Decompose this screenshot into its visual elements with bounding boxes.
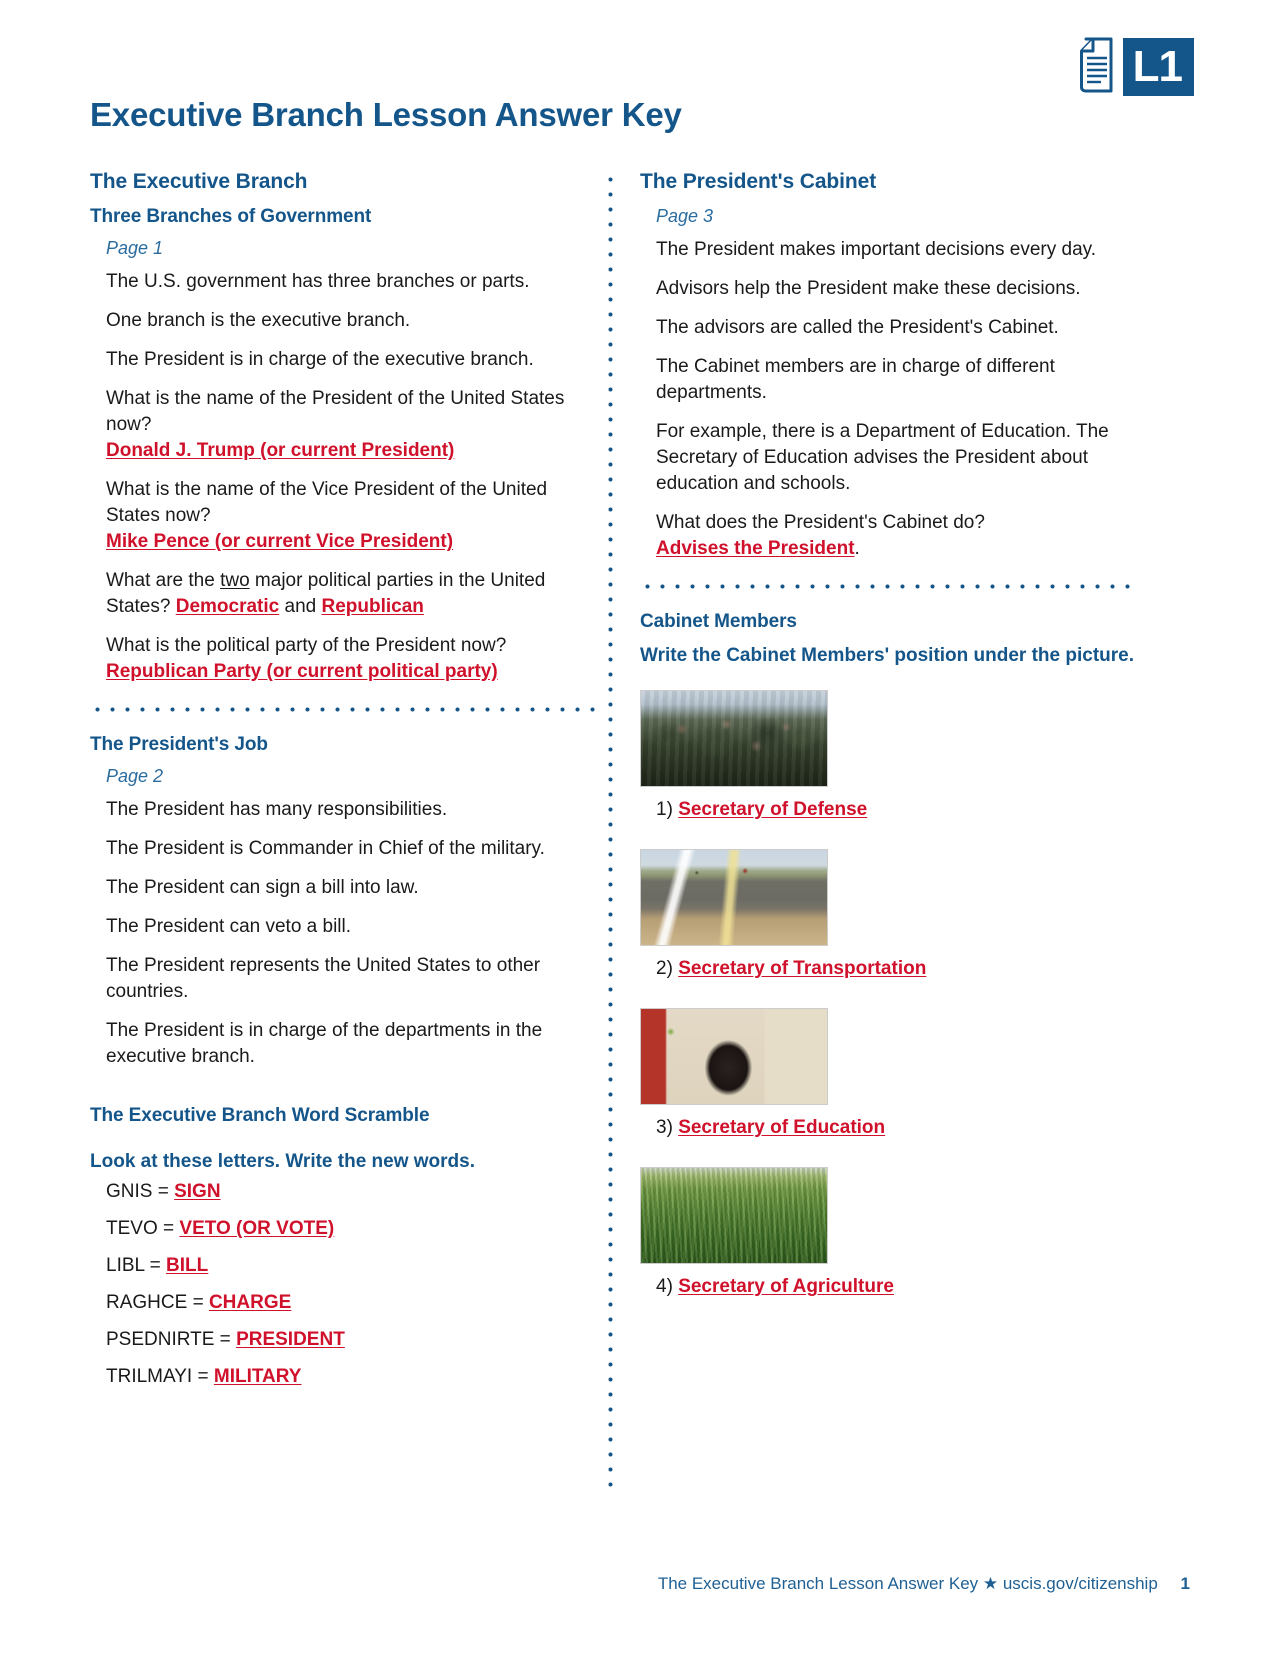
scramble-item [106, 1179, 590, 1205]
paragraph: The Cabinet members are in charge of different departments. [656, 356, 1055, 403]
scramble-letters: LIBL = [106, 1255, 167, 1276]
paragraph: The advisors are called the President's Cabinet. [656, 317, 1059, 338]
scramble-answer: CHARGE [208, 1292, 292, 1313]
cabinet-instruction: Write the Cabinet Members' position under the picture. [640, 645, 1134, 666]
footer-page-number: 1 [1180, 1574, 1190, 1593]
cabinet-answer-defense: Secretary of Defense [678, 799, 868, 820]
cabinet-caption [656, 1115, 1140, 1141]
cabinet-item [640, 1167, 1140, 1300]
scramble-answer: VETO (OR VOTE) [179, 1218, 335, 1239]
answer-party-democratic: Democratic [175, 596, 280, 617]
heading-presidents-job: The President's Job [90, 734, 268, 755]
military-oath-photo [640, 690, 828, 787]
scramble-instruction: Look at these letters. Write the new words. [90, 1151, 476, 1172]
cabinet-answer-agriculture: Secretary of Agriculture [678, 1276, 894, 1297]
right-section-title: The President's Cabinet [640, 170, 877, 193]
scramble-letters: TRILMAYI = [106, 1366, 214, 1387]
scramble-letters: RAGHCE = [106, 1292, 209, 1313]
scramble-answer: BILL [166, 1255, 209, 1276]
paragraph: The President makes important decisions every day. [656, 239, 1097, 260]
question-text-mid: major political parties in the United States? [106, 570, 546, 617]
scramble-letters: PSEDNIRTE = [106, 1329, 237, 1350]
cabinet-caption [656, 1274, 1140, 1300]
paragraph: The President can sign a bill into law. [106, 877, 419, 898]
paragraph: The President can veto a bill. [106, 916, 352, 937]
cabinet-item [640, 690, 1140, 823]
horizontal-divider [640, 584, 1140, 589]
scramble-item [106, 1290, 590, 1316]
horizontal-divider [90, 707, 600, 712]
desert-highway-photo [640, 849, 828, 946]
cabinet-answer-transportation: Secretary of Transportation [678, 958, 927, 979]
answer-president-name: Donald J. Trump (or current President) [106, 440, 455, 461]
question-emphasis-two: two [220, 570, 250, 591]
column-divider [608, 172, 613, 1497]
paragraph: The President is in charge of the departments in the executive branch. [106, 1020, 543, 1067]
paragraph: The President represents the United States to other countries. [106, 955, 541, 1002]
scramble-answer: MILITARY [213, 1366, 302, 1387]
question-text: What is the political party of the President now? [106, 635, 507, 656]
paragraph: One branch is the executive branch. [106, 310, 411, 331]
heading-word-scramble: The Executive Branch Word Scramble [90, 1105, 430, 1126]
question-president-name [106, 386, 590, 464]
scramble-item [106, 1327, 590, 1353]
question-political-parties [106, 568, 590, 620]
cabinet-caption [656, 956, 1140, 982]
cornfield-photo [640, 1167, 828, 1264]
cabinet-item-number: 3) [656, 1117, 673, 1138]
paragraph: The U.S. government has three branches or parts. [106, 271, 530, 292]
scramble-answer: PRESIDENT [236, 1329, 345, 1350]
level-label: L1 [1123, 38, 1194, 96]
scramble-item [106, 1216, 590, 1242]
cabinet-item-number: 1) [656, 799, 673, 820]
cabinet-item [640, 1008, 1140, 1141]
left-column [90, 170, 590, 1401]
heading-three-branches: Three Branches of Government [90, 206, 372, 227]
scramble-answer: SIGN [174, 1181, 221, 1202]
cabinet-item-number: 4) [656, 1276, 673, 1297]
question-text-pre: What are the [106, 570, 221, 591]
question-text: What does the President's Cabinet do? [656, 512, 985, 533]
scramble-item [106, 1253, 590, 1279]
heading-cabinet-members: Cabinet Members [640, 611, 797, 632]
paragraph: The President is in charge of the executive branch. [106, 349, 534, 370]
cabinet-item-number: 2) [656, 958, 673, 979]
question-president-party [106, 633, 590, 685]
page-footer [0, 1574, 1280, 1594]
scramble-item [106, 1364, 590, 1390]
paragraph: Advisors help the President make these decisions. [656, 278, 1081, 299]
scramble-letters: GNIS = [106, 1181, 175, 1202]
left-section-title: The Executive Branch [90, 170, 308, 193]
answer-vice-president-name: Mike Pence (or current Vice President) [106, 531, 454, 552]
answer-period: . [854, 538, 860, 559]
footer-text: The Executive Branch Lesson Answer Key ★ uscis.gov/citizenship [657, 1574, 1158, 1593]
scramble-letters: TEVO = [106, 1218, 180, 1239]
document-icon [1073, 36, 1123, 99]
page-label-3: Page 3 [656, 206, 714, 226]
level-badge [1073, 36, 1194, 98]
answer-party-republican: Republican [321, 596, 424, 617]
cabinet-answer-education: Secretary of Education [678, 1117, 886, 1138]
answer-cabinet-role: Advises the President [656, 538, 855, 559]
page-label-2: Page 2 [106, 766, 164, 786]
cabinet-item [640, 849, 1140, 982]
child-in-classroom-photo [640, 1008, 828, 1105]
paragraph: The President has many responsibilities. [106, 799, 448, 820]
paragraph: For example, there is a Department of Education. The Secretary of Education advises the President about education and schools. [656, 421, 1109, 494]
question-cabinet-role [656, 510, 1140, 562]
page-title: Executive Branch Lesson Answer Key [90, 96, 682, 133]
conjunction: and [279, 596, 322, 617]
question-text: What is the name of the Vice President of the United States now? [106, 479, 548, 526]
answer-president-party: Republican Party (or current political party) [106, 661, 498, 682]
cabinet-caption [656, 797, 1140, 823]
question-vice-president-name [106, 477, 590, 555]
question-text: What is the name of the President of the United States now? [106, 388, 565, 435]
right-column [640, 170, 1140, 1326]
page-label-1: Page 1 [106, 238, 164, 258]
paragraph: The President is Commander in Chief of the military. [106, 838, 545, 859]
